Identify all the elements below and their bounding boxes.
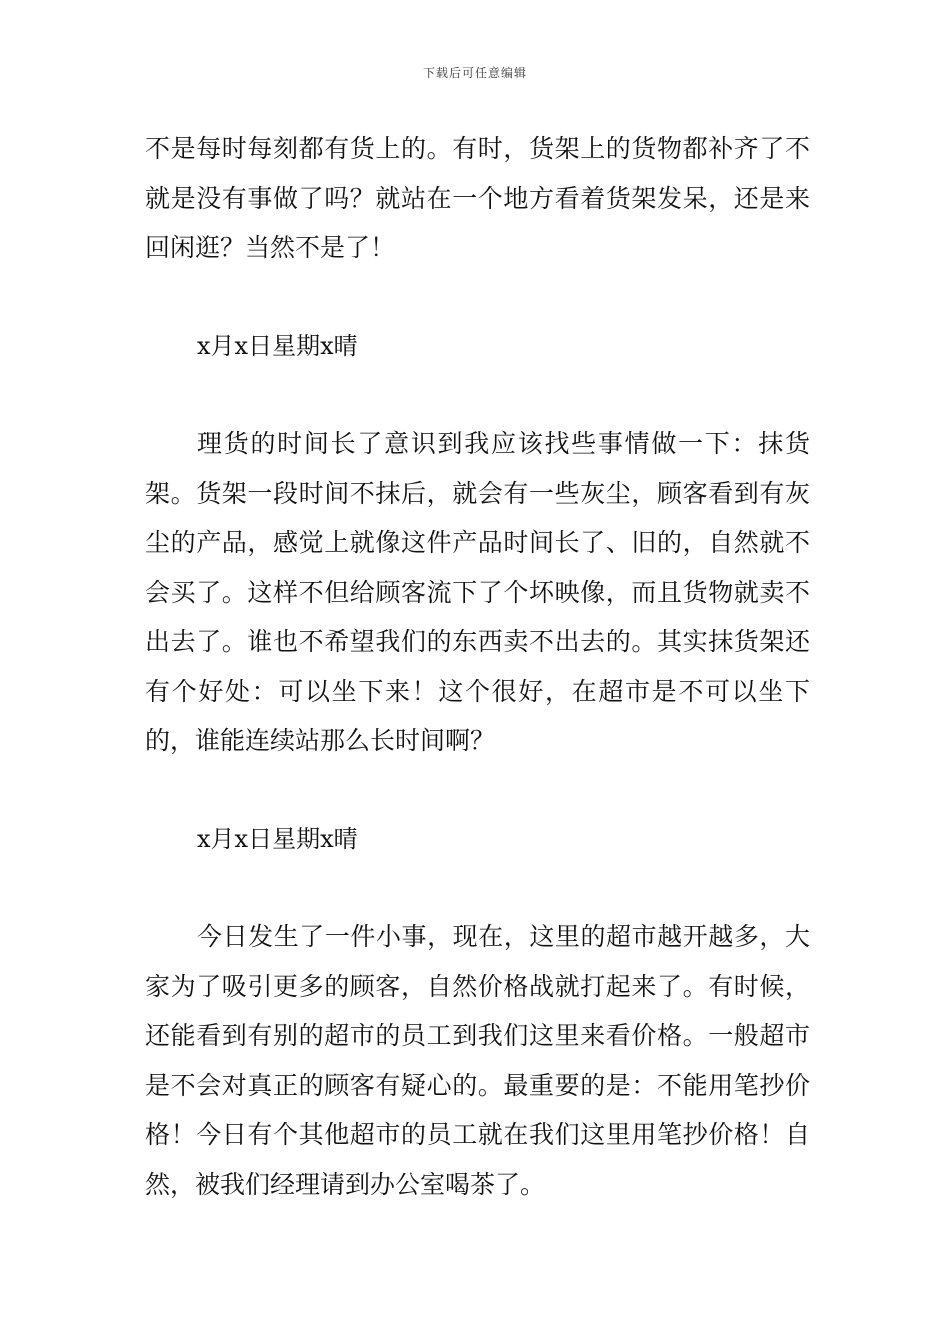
paragraph-spacer xyxy=(145,766,810,815)
paragraph-spacer xyxy=(145,273,810,322)
diary-date-heading: x月x日星期x晴 xyxy=(197,331,358,360)
paragraph-spacer xyxy=(145,864,810,912)
paragraph-spacer xyxy=(145,371,810,419)
page-header: 下载后可任意编辑 xyxy=(422,66,527,80)
paragraph-continuation: 不是每时每刻都有货上的。有时，货架上的货物都补齐了不就是没有事做了吗？就站在一个地方看着货架发呆，还是来回闲逛？当然不是了！ xyxy=(145,134,810,262)
paragraph-price-copying: 今日发生了一件小事，现在，这里的超市越开越多，大家为了吸引更多的顾客，自然价格战就打起来了。有时候，还能看到有别的超市的员工到我们这里来看价格。一般超市是不会对真正的顾客有疑心的。最重要的是：不能用笔抄价格！今日有个其他超市的员工就在我们这里用笔抄价格！自然，被我们经理请到办公室喝茶了。 xyxy=(145,922,810,1199)
document-body xyxy=(145,124,810,1209)
paragraph-shelf-dusting: 理货的时间长了意识到我应该找些事情做一下：抹货架。货架一段时间不抹后，就会有一些灰尘，顾客看到有灰尘的产品，感觉上就像这件产品时间长了、旧的，自然就不会买了。这样不但给顾客流下了个坏映像，而且货物就卖不出去了。谁也不希望我们的东西卖不出去的。其实抹货架还有个好处：可以坐下来！这个很好，在超市是不可以坐下的，谁能连续站那么长时间啊？ xyxy=(145,429,810,755)
diary-date-heading: x月x日星期x晴 xyxy=(197,824,358,853)
